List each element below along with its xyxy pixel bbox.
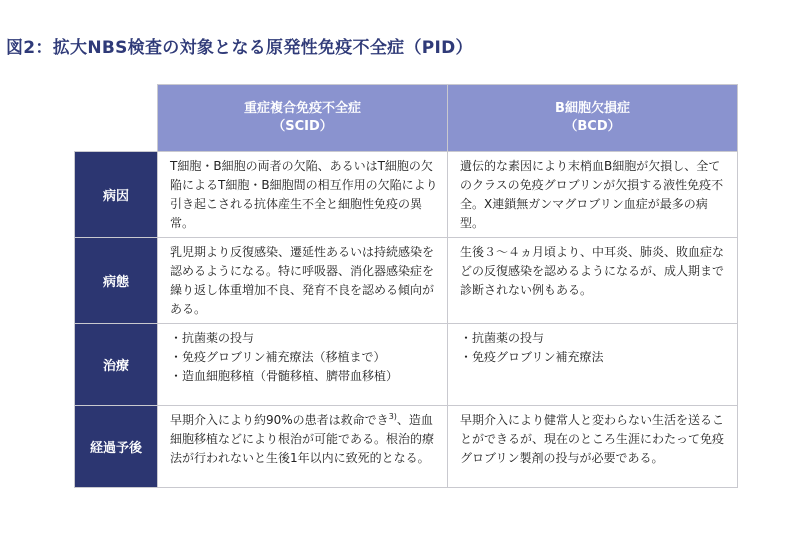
- figure-number: 図2：: [6, 38, 53, 58]
- column-header-scid-name: 重症複合免疫不全症: [243, 101, 361, 116]
- cell-bcd-prognosis: 早期介入により健常人と変わらない生活を送ることができるが、現在のところ生涯にわたって免疫グロブリン製剤の投与が必要である。: [448, 406, 738, 488]
- row-header-treatment: 治療: [75, 324, 158, 406]
- prognosis-text-part2: 、造血細胞移植などにより根治が可能である。根治的療法が行われないと生後1年以内に致死的となる。: [170, 413, 435, 465]
- cell-bcd-etiology: 遺伝的な素因により末梢血B細胞が欠損し、全てのクラスの免疫グロブリンが欠損する液性免疫不全。X連鎖無ガンマグロブリン血症が最多の病型。: [448, 152, 738, 238]
- row-header-prognosis: 経過予後: [75, 406, 158, 488]
- list-item: ・抗菌薬の投与: [460, 331, 545, 345]
- table-corner: [75, 85, 158, 152]
- prognosis-text-part1: 早期介入により約90%の患者は救命でき: [170, 413, 389, 427]
- row-header-etiology: 病因: [75, 152, 158, 238]
- table-row-treatment: [75, 324, 738, 406]
- table-row-prognosis: [75, 406, 738, 488]
- cell-scid-etiology: T細胞・B細胞の両者の欠陥、あるいはT細胞の欠陥によるT細胞・B細胞間の相互作用の欠陥により引き起こされる抗体産生不全と細胞性免疫の異常。: [158, 152, 448, 238]
- list-item: ・免疫グロブリン補充療法（移植まで）: [170, 350, 386, 364]
- cell-scid-treatment: [158, 324, 448, 406]
- column-header-scid: [158, 85, 448, 152]
- row-header-pathology: 病態: [75, 238, 158, 324]
- column-header-bcd: [448, 85, 738, 152]
- cell-bcd-pathology: 生後３～４ヵ月頃より、中耳炎、肺炎、敗血症などの反復感染を認めるようになるが、成人期まで診断されない例もある。: [448, 238, 738, 324]
- figure-title: [6, 33, 473, 58]
- cell-bcd-treatment: [448, 324, 738, 406]
- table-header-row: [75, 85, 738, 152]
- column-header-bcd-name: B細胞欠損症: [555, 101, 630, 116]
- list-item: ・造血細胞移植（骨髄移植、臍帯血移植）: [170, 369, 399, 383]
- list-item: ・免疫グロブリン補充療法: [460, 350, 604, 364]
- comparison-table: [74, 84, 738, 488]
- column-header-scid-abbr: （SCID）: [272, 119, 333, 134]
- figure-title-text: 拡大NBS検査の対象となる原発性免疫不全症（PID）: [52, 38, 473, 58]
- cell-scid-prognosis: [158, 406, 448, 488]
- reference-superscript: 3): [388, 412, 397, 421]
- cell-scid-pathology: 乳児期より反復感染、遷延性あるいは持続感染を認めるようになる。特に呼吸器、消化器感染症を繰り返し体重増加不良、発育不良を認める傾向がある。: [158, 238, 448, 324]
- table-row-etiology: [75, 152, 738, 238]
- table-row-pathology: [75, 238, 738, 324]
- list-item: ・抗菌薬の投与: [170, 331, 255, 345]
- column-header-bcd-abbr: （BCD）: [564, 119, 621, 134]
